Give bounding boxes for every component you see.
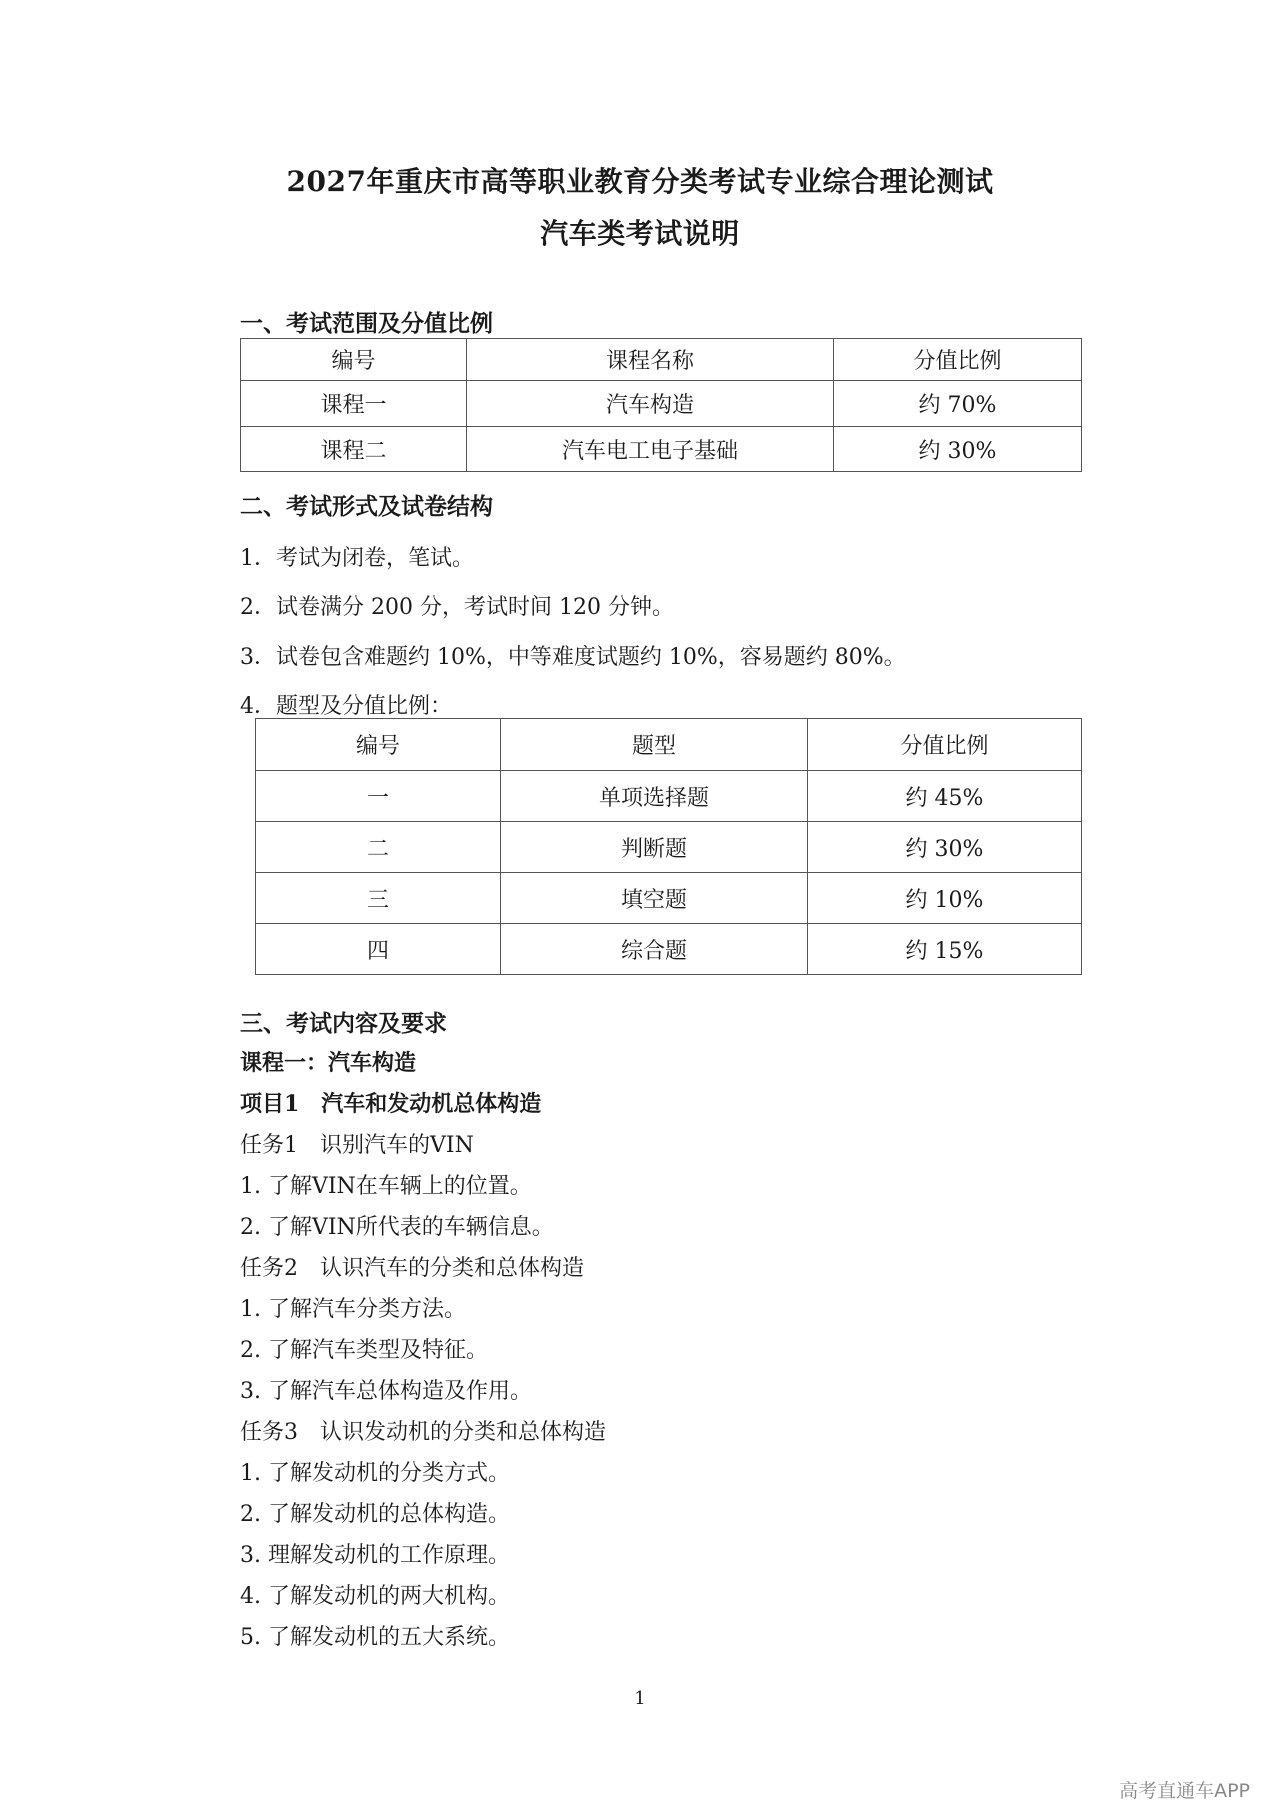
task-heading: 任务2 认识汽车的分类和总体构造 [240,1256,584,1281]
table-header-cell: 分值比例 [834,339,1082,381]
list-item: 5. 了解发动机的五大系统。 [240,1625,510,1650]
table-cell: 三 [256,873,501,924]
table-cell: 约 45% [808,771,1082,822]
table-cell: 汽车电工电子基础 [467,427,834,472]
table-row [241,427,1082,472]
section2-heading: 二、考试形式及试卷结构 [240,493,493,520]
table-header-row [256,719,1082,771]
list-item: 1．考试为闭卷，笔试。 [240,546,474,571]
table-cell: 综合题 [501,924,808,975]
table-cell: 约 10% [808,873,1082,924]
page-number: 1 [634,1688,646,1709]
list-item: 1. 了解VIN在车辆上的位置。 [240,1174,532,1199]
table-cell: 四 [256,924,501,975]
table-cell: 课程一 [241,381,467,427]
course-heading: 课程一：汽车构造 [240,1050,417,1076]
section3-heading: 三、考试内容及要求 [240,1010,447,1037]
list-item: 1. 了解汽车分类方法。 [240,1297,466,1322]
table-cell: 约 70% [834,381,1082,427]
list-item: 4. 了解发动机的两大机构。 [240,1584,510,1609]
list-item: 2．试卷满分 200 分，考试时间 120 分钟。 [240,595,674,620]
list-item: 3. 了解汽车总体构造及作用。 [240,1379,532,1404]
course-table [240,338,1082,472]
table-row [241,381,1082,427]
table-row [256,924,1082,975]
table-cell: 约 30% [834,427,1082,472]
task-heading: 任务3 认识发动机的分类和总体构造 [240,1420,606,1445]
list-item: 2. 了解发动机的总体构造。 [240,1502,510,1527]
table-row [256,822,1082,873]
table-cell: 汽车构造 [467,381,834,427]
table-row [256,873,1082,924]
table-cell: 填空题 [501,873,808,924]
list-item: 1. 了解发动机的分类方式。 [240,1461,510,1486]
table-cell: 一 [256,771,501,822]
document-title: 2027年重庆市高等职业教育分类考试专业综合理论测试 [286,165,994,198]
table-header-cell: 题型 [501,719,808,771]
table-header-cell: 编号 [241,339,467,381]
table-cell: 约 30% [808,822,1082,873]
table-cell: 课程二 [241,427,467,472]
list-item: 2. 了解汽车类型及特征。 [240,1338,488,1363]
table-header-cell: 课程名称 [467,339,834,381]
table-cell: 二 [256,822,501,873]
list-item: 3．试卷包含难题约 10%，中等难度试题约 10%，容易题约 80%。 [240,645,906,670]
document-subtitle: 汽车类考试说明 [540,217,740,250]
task-heading: 任务1 识别汽车的VIN [240,1133,474,1158]
table-header-row [241,339,1082,381]
project-heading: 项目1 汽车和发动机总体构造 [240,1091,542,1117]
table-cell: 判断题 [501,822,808,873]
list-item: 2. 了解VIN所代表的车辆信息。 [240,1215,554,1240]
table-header-cell: 分值比例 [808,719,1082,771]
table-cell: 单项选择题 [501,771,808,822]
table-header-cell: 编号 [256,719,501,771]
question-type-table [255,718,1082,975]
table-cell: 约 15% [808,924,1082,975]
list-item: 3. 理解发动机的工作原理。 [240,1543,510,1568]
table-row [256,771,1082,822]
list-item: 4．题型及分值比例： [240,694,452,719]
section1-heading: 一、考试范围及分值比例 [240,310,493,337]
watermark: 高考直通车APP [1119,1780,1250,1802]
